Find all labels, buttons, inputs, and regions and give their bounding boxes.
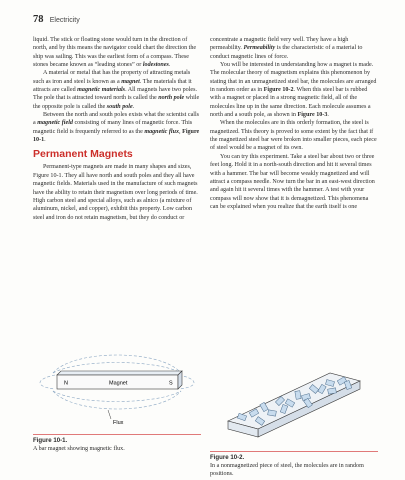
page-header	[33, 14, 80, 25]
molecule	[268, 410, 277, 416]
molecule	[295, 391, 301, 400]
page-number: 78	[33, 14, 44, 25]
paragraph: Between the north and south poles exists what the scientist calls a magnetic field consisting of many lines of magnetic force. This magnetic field is frequently referred to as the magnetic flux, Figure 10-1.	[33, 112, 200, 144]
paragraph: You will be interested in understanding how a magnet is made. The molecular theory of magnetism explains this phenomenon by stating that in an unmagnetized steel bar, the molecules are arranged in random order as in Figure 10-2. When this steel bar is rubbed with a magnet or placed in a strong magnetic field, all of the molecules line up in the same direction. Each molecule assumes a north and a south pole, as shown in Figure 10-3.	[210, 62, 377, 119]
flux-line	[53, 391, 181, 409]
flux-label: Flux	[113, 420, 124, 426]
chapter-title: Electricity	[49, 17, 80, 24]
figure-caption-text: In a nonmagnetized piece of steel, the molecules are in random positions.	[210, 463, 364, 477]
caption-rule	[33, 434, 201, 435]
paragraph: concentrate a magnetic field very well. They have a high permeability. Permeability is the characteristic of a material to conduct magnetic lines of force.	[210, 37, 363, 60]
unmagnetized-steel-figure	[210, 343, 378, 443]
figure-caption	[210, 454, 378, 478]
paragraph: A material or metal that has the property of attracting metals such as iron and steel is known as a magnet. The materials that it attracts are called magnetic materials. All magnets have two poles. The pole that is attracted toward north is called the north pole while the opposite pole is called the south pole.	[33, 70, 200, 110]
flux-leader-line	[108, 410, 111, 419]
paragraph: When the molecules are in this orderly formation, the steel is magnetized. This theory is proved to some extent by the fact that if the magnetized steel bar were broken into smaller pieces, each piece of steel would be a magnet of its own.	[210, 120, 377, 152]
magnet-label: Magnet	[109, 380, 128, 387]
figure-number: Figure 10-1.	[33, 437, 68, 444]
flux-line	[53, 391, 181, 402]
flux-line	[53, 355, 181, 373]
paragraph: You can try this experiment. Take a steel bar about two or three feet long. Hold it in a north-south direction and hit it several times with a hammer. The bar will become weakly magnetized and will attract a compass needle. Now turn the bar in an east-west direction and again hit it several times with the hammer. A test with your compass will now show that it is demagnetized. This phenomena can be explained when you realize that the earth itself is one	[210, 153, 375, 210]
left-column	[33, 36, 201, 222]
caption-rule	[210, 451, 378, 452]
flux-line	[40, 375, 55, 389]
figure-caption	[33, 437, 201, 453]
paragraph: liquid. The stick or floating stone would turn in the direction of north, and by this means the navigator could chart the direction the ship was sailing. This was the earliest form of a compass. These stones became known as “leading stones” or lodestones.	[33, 37, 197, 69]
section-heading: Permanent Magnets	[33, 148, 133, 161]
south-pole-label: S	[169, 380, 173, 387]
north-pole-label: N	[64, 380, 68, 387]
figure-number: Figure 10-2.	[210, 454, 245, 461]
bar-magnet-figure	[33, 343, 201, 433]
molecule	[328, 388, 337, 394]
figure-caption-text: A bar magnet showing magnetic flux.	[33, 446, 125, 452]
right-column	[210, 36, 378, 211]
paragraph: Permanent-type magnets are made in many shapes and sizes, Figure 10-1. They all have north and south poles and they all have magnetic fields. Materials used in the manufacture of such magnets have the ability to retain their magnetism over long periods of time. High carbon steel and special alloys, such as alnico (a mixture of aluminum, nickel, and copper), exhibit this property. Low carbon steel and iron do not retain magnetism, but they do conduct or	[33, 164, 198, 221]
